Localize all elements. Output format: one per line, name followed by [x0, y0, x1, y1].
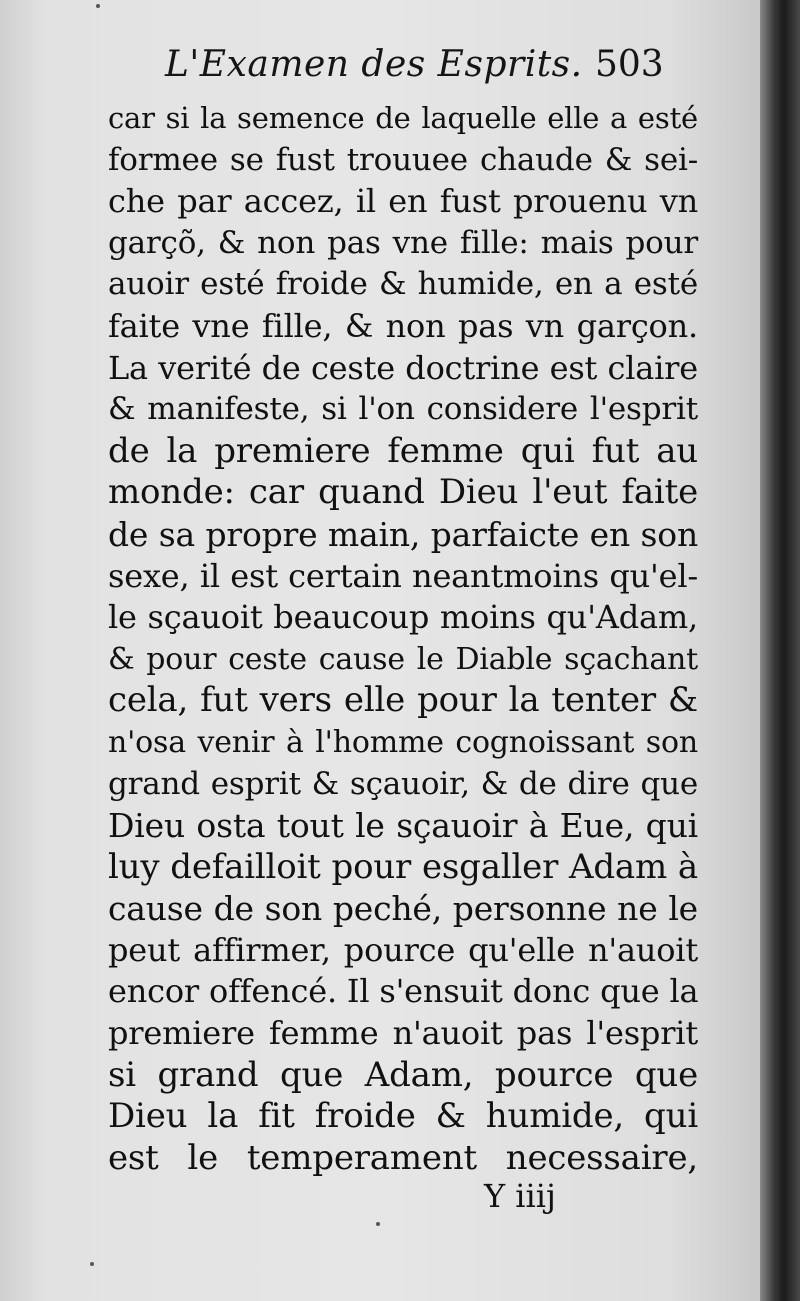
text-line: & pour ceste cause le Diable sçachant — [108, 641, 698, 677]
signature-mark: Y iiij — [484, 1177, 556, 1215]
text-line: est le temperament necessaire, — [108, 1137, 698, 1178]
ink-speck — [96, 4, 100, 8]
text-line: sexe, il est certain neantmoins qu'el- — [108, 556, 698, 595]
text-line: encor offencé. Il s'ensuit donc que la — [108, 972, 699, 1011]
page-number: 503 — [595, 44, 664, 85]
text-line: La verité de ceste doctrine est claire — [108, 348, 698, 387]
text-line: premiere femme n'auoit pas l'esprit — [108, 1014, 698, 1053]
text-line: monde: car quand Dieu l'eut faite — [108, 472, 698, 513]
book-fore-edge — [760, 0, 800, 1301]
running-title: L'Examen des Esprits. — [165, 44, 583, 85]
text-line: le sçauoit beaucoup moins qu'Adam, — [108, 598, 698, 637]
text-line: formee se fust trouuee chaude & sei- — [108, 141, 698, 178]
text-line: n'osa venir à l'homme cognoissant son — [108, 724, 698, 760]
text-line: luy defailloit pour esgaller Adam à — [108, 846, 698, 887]
text-line: Dieu osta tout le sçauoir à Eue, qui — [108, 806, 698, 846]
text-line: Dieu la fit froide & humide, qui — [108, 1096, 698, 1137]
text-line: car si la semence de laquelle elle a esté — [108, 101, 698, 135]
text-line: cela, fut vers elle pour la tenter & — [108, 680, 698, 721]
text-line: faite vne fille, & non pas vn garçon. — [108, 306, 698, 345]
text-line: cause de son peché, personne ne le — [108, 889, 698, 929]
text-line: auoir esté froide & humide, en a esté — [108, 266, 698, 303]
text-line: peut affirmer, pource qu'elle n'auoit — [108, 930, 698, 969]
text-line: garçõ, & non pas vne fille: mais pour — [108, 224, 698, 261]
text-line: che par accez, il en fust prouenu vn — [108, 182, 698, 221]
text-line: & manifeste, si l'on considere l'esprit — [108, 391, 698, 428]
text-line: de la premiere femme qui fut au — [108, 430, 698, 471]
body-text — [108, 98, 698, 1179]
text-line: si grand que Adam, pource que — [108, 1054, 698, 1095]
text-line: grand esprit & sçauoir, & de dire que — [108, 765, 698, 802]
ink-speck — [90, 1262, 94, 1266]
text-line: de sa propre main, parfaicte en son — [108, 514, 698, 554]
running-head — [165, 36, 665, 96]
ink-speck — [376, 1222, 380, 1226]
